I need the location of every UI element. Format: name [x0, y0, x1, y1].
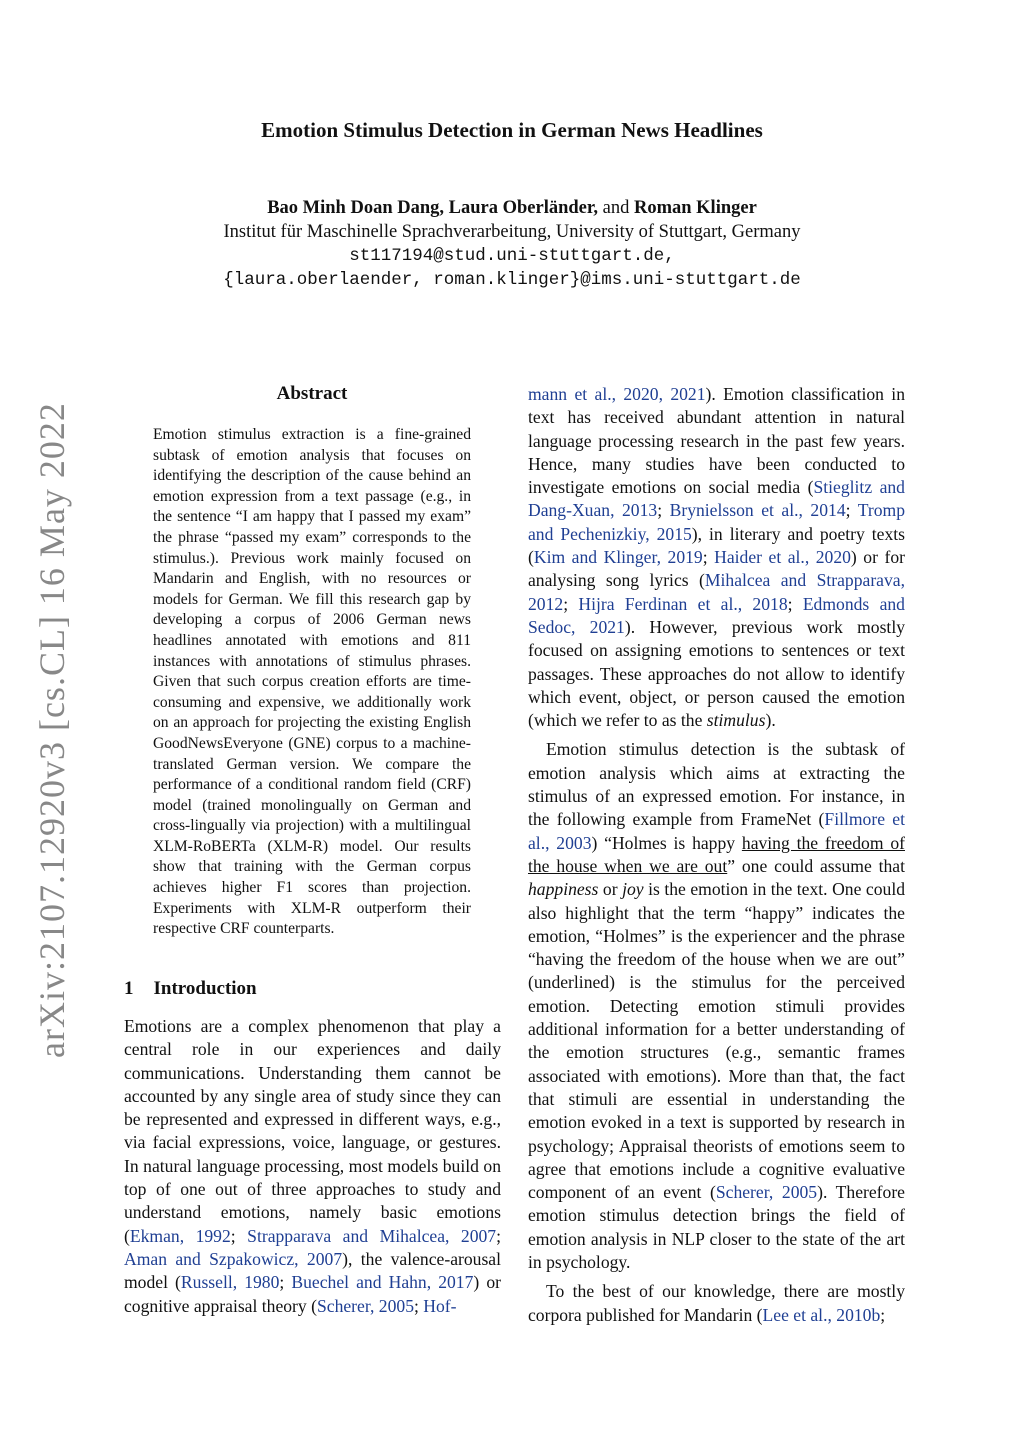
email-line-1: st117194@stud.uni-stuttgart.de,	[349, 246, 675, 266]
citation-link[interactable]: Stieglitz and Dang-Xuan, 2013	[528, 477, 905, 521]
citation-link[interactable]: Russell, 1980	[180, 1272, 280, 1293]
citation-link[interactable]: Ekman, 1992	[129, 1225, 231, 1246]
affiliation: Institut für Maschinelle Sprachverarbeitung, University of Stuttgart, Germany	[223, 222, 801, 242]
citation-link[interactable]: Scherer, 2005	[316, 1295, 414, 1316]
underlined-stimulus-example: having the freedom of the house when we are out	[528, 832, 905, 876]
citation-link[interactable]: mann et al., 2020, 2021	[528, 384, 706, 404]
citation-link[interactable]: Hof-	[423, 1295, 457, 1316]
intro-paragraph-3: To the best of our knowledge, there are mostly corpora published for Mandarin (Lee et al., 2010b;	[528, 1281, 905, 1325]
citation-link[interactable]: Brynielsson et al., 2014	[669, 500, 846, 521]
intro-paragraph-1: Emotions are a complex phenomenon that play a central role in our experiences and daily communications. Understanding them cannot be accounted by any single area of study since they can be represented and expressed in different ways, e.g., via facial expressions, voice, language, or gestures. In natural language processing, most models build on top of one out of three approaches to study and understand emotions, namely basic emotions (Ekman, 1992; Strapparava and Mihalcea, 2007; Aman and Szpakowicz, 2007), the valence-arousal model (Russell, 1980; Buechel and Hahn, 2017) or cognitive appraisal theory (Scherer, 2005; Hof-	[124, 1016, 502, 1316]
author-names-first: Bao Minh Doan Dang, Laura Oberländer,	[267, 198, 599, 218]
author-names-last: Roman Klinger	[633, 198, 757, 218]
citation-link[interactable]: Lee et al., 2010b	[762, 1304, 881, 1325]
abstract-heading: Abstract	[276, 383, 348, 404]
section-title: Introduction	[153, 978, 257, 999]
citation-link[interactable]: Strapparava and Mihalcea, 2007	[247, 1225, 497, 1246]
intro-paragraph-2: Emotion stimulus detection is the subtask of emotion analysis which aims at extracting the stimulus of an expressed emotion. For instance, in the following example from FrameNet (Fillmore et al., 2003) “Holmes is happy having the freedom of the house when we are out” one could assume that happiness or joy is the emotion in the text. One could also highlight that the term “happy” indicates the emotion, “Holmes” is the experiencer and the phrase “having the freedom of the house when we are out” (underlined) is the stimulus for the perceived emotion. Detecting emotion stimuli provides additional information for a better understanding of the emotion structures (e.g., semantic frames associated with emotions). More than that, the fact that stimuli are essential in understanding the emotion evoked in a text is supported by research in psychology; Appraisal theorists of emotions seem to agree that emotions include a cognitive evaluative component of an event (Scherer, 2005). Therefore emotion stimulus detection brings the field of emotion analysis in NLP closer to the state of the art in psychology.	[528, 739, 906, 1272]
citation-link[interactable]: Buechel and Hahn, 2017	[291, 1272, 474, 1293]
citation-link[interactable]: Haider et al., 2020	[714, 547, 851, 568]
intro-right-column	[528, 383, 905, 1327]
citation-link[interactable]: Fillmore et al., 2003	[528, 809, 905, 853]
author-names	[0, 196, 1024, 220]
stimulus-term: stimulus	[706, 710, 766, 731]
abstract-text: Emotion stimulus extraction is a fine-grained subtask of emotion analysis that focuses on identifying the description of the cause behind an emotion expression from a text passage (e.g., in the sentence “I am happy that I passed my exam” the phrase “passed my exam” corresponds to the stimulus.). Previous work mainly focused on Mandarin and English, with no resources or models for German. We fill this research gap by developing a corpus of 2006 German news headlines annotated with emotions and 811 instances with annotations of stimulus phrases. Given that such corpus creation efforts are time-consuming and expensive, we additionally work on an approach for projecting the existing English GoodNewsEveryone (GNE) corpus to a machine-translated German version. We compare the performance of a conditional random field (CRF) model (trained monolingually on German and cross-lingually via projection) with a multilingual XLM-RoBERTa (XLM-R) model. Our results show that training with the German corpus achieves higher F1 scores than projection. Experiments with XLM-R outperform their respective CRF counterparts.	[153, 426, 471, 938]
citation-link[interactable]: Edmonds and Sedoc, 2021	[528, 593, 905, 637]
intro-paragraph-1-continued: mann et al., 2020, 2021). Emotion classification in text has received abundant attention in natural language processing research in the past few years. Hence, many studies have been conducted to investigate emotions on social media (Stieglitz and Dang-Xuan, 2013; Brynielsson et al., 2014; Tromp and Pechenizkiy, 2015), in literary and poetry texts (Kim and Klinger, 2019; Haider et al., 2020) or for analysing song lyrics (Mihalcea and Strapparava, 2012; Hijra Ferdinan et al., 2018; Edmonds and Sedoc, 2021). However, previous work mostly focused on assigning emotions to sentences or text passages. These approaches do not allow to identify which event, object, or person caused the emotion (which we refer to as the stimulus).	[528, 384, 905, 731]
section-heading-introduction	[124, 978, 277, 1000]
citation-link[interactable]: Aman and Szpakowicz, 2007	[124, 1248, 343, 1269]
citation-link[interactable]: Hijra Ferdinan et al., 2018	[578, 593, 788, 614]
paper-title: Emotion Stimulus Detection in German News Headlines	[261, 118, 763, 142]
author-block	[0, 196, 1024, 292]
citation-link[interactable]: Mihalcea and Strapparava, 2012	[528, 570, 905, 614]
citation-link[interactable]: Kim and Klinger, 2019	[533, 547, 703, 568]
intro-left-column	[124, 1015, 501, 1318]
citation-link[interactable]: Scherer, 2005	[715, 1182, 818, 1203]
arxiv-identifier: arXiv:2107.12920v3 [cs.CL] 16 May 2022	[32, 402, 72, 1058]
email-line-2: {laura.oberlaender, roman.klinger}@ims.uni-stuttgart.de	[223, 270, 801, 290]
section-number: 1	[124, 978, 134, 999]
author-and: and	[602, 198, 630, 218]
citation-link[interactable]: Tromp and Pechenizkiy, 2015	[528, 500, 905, 544]
